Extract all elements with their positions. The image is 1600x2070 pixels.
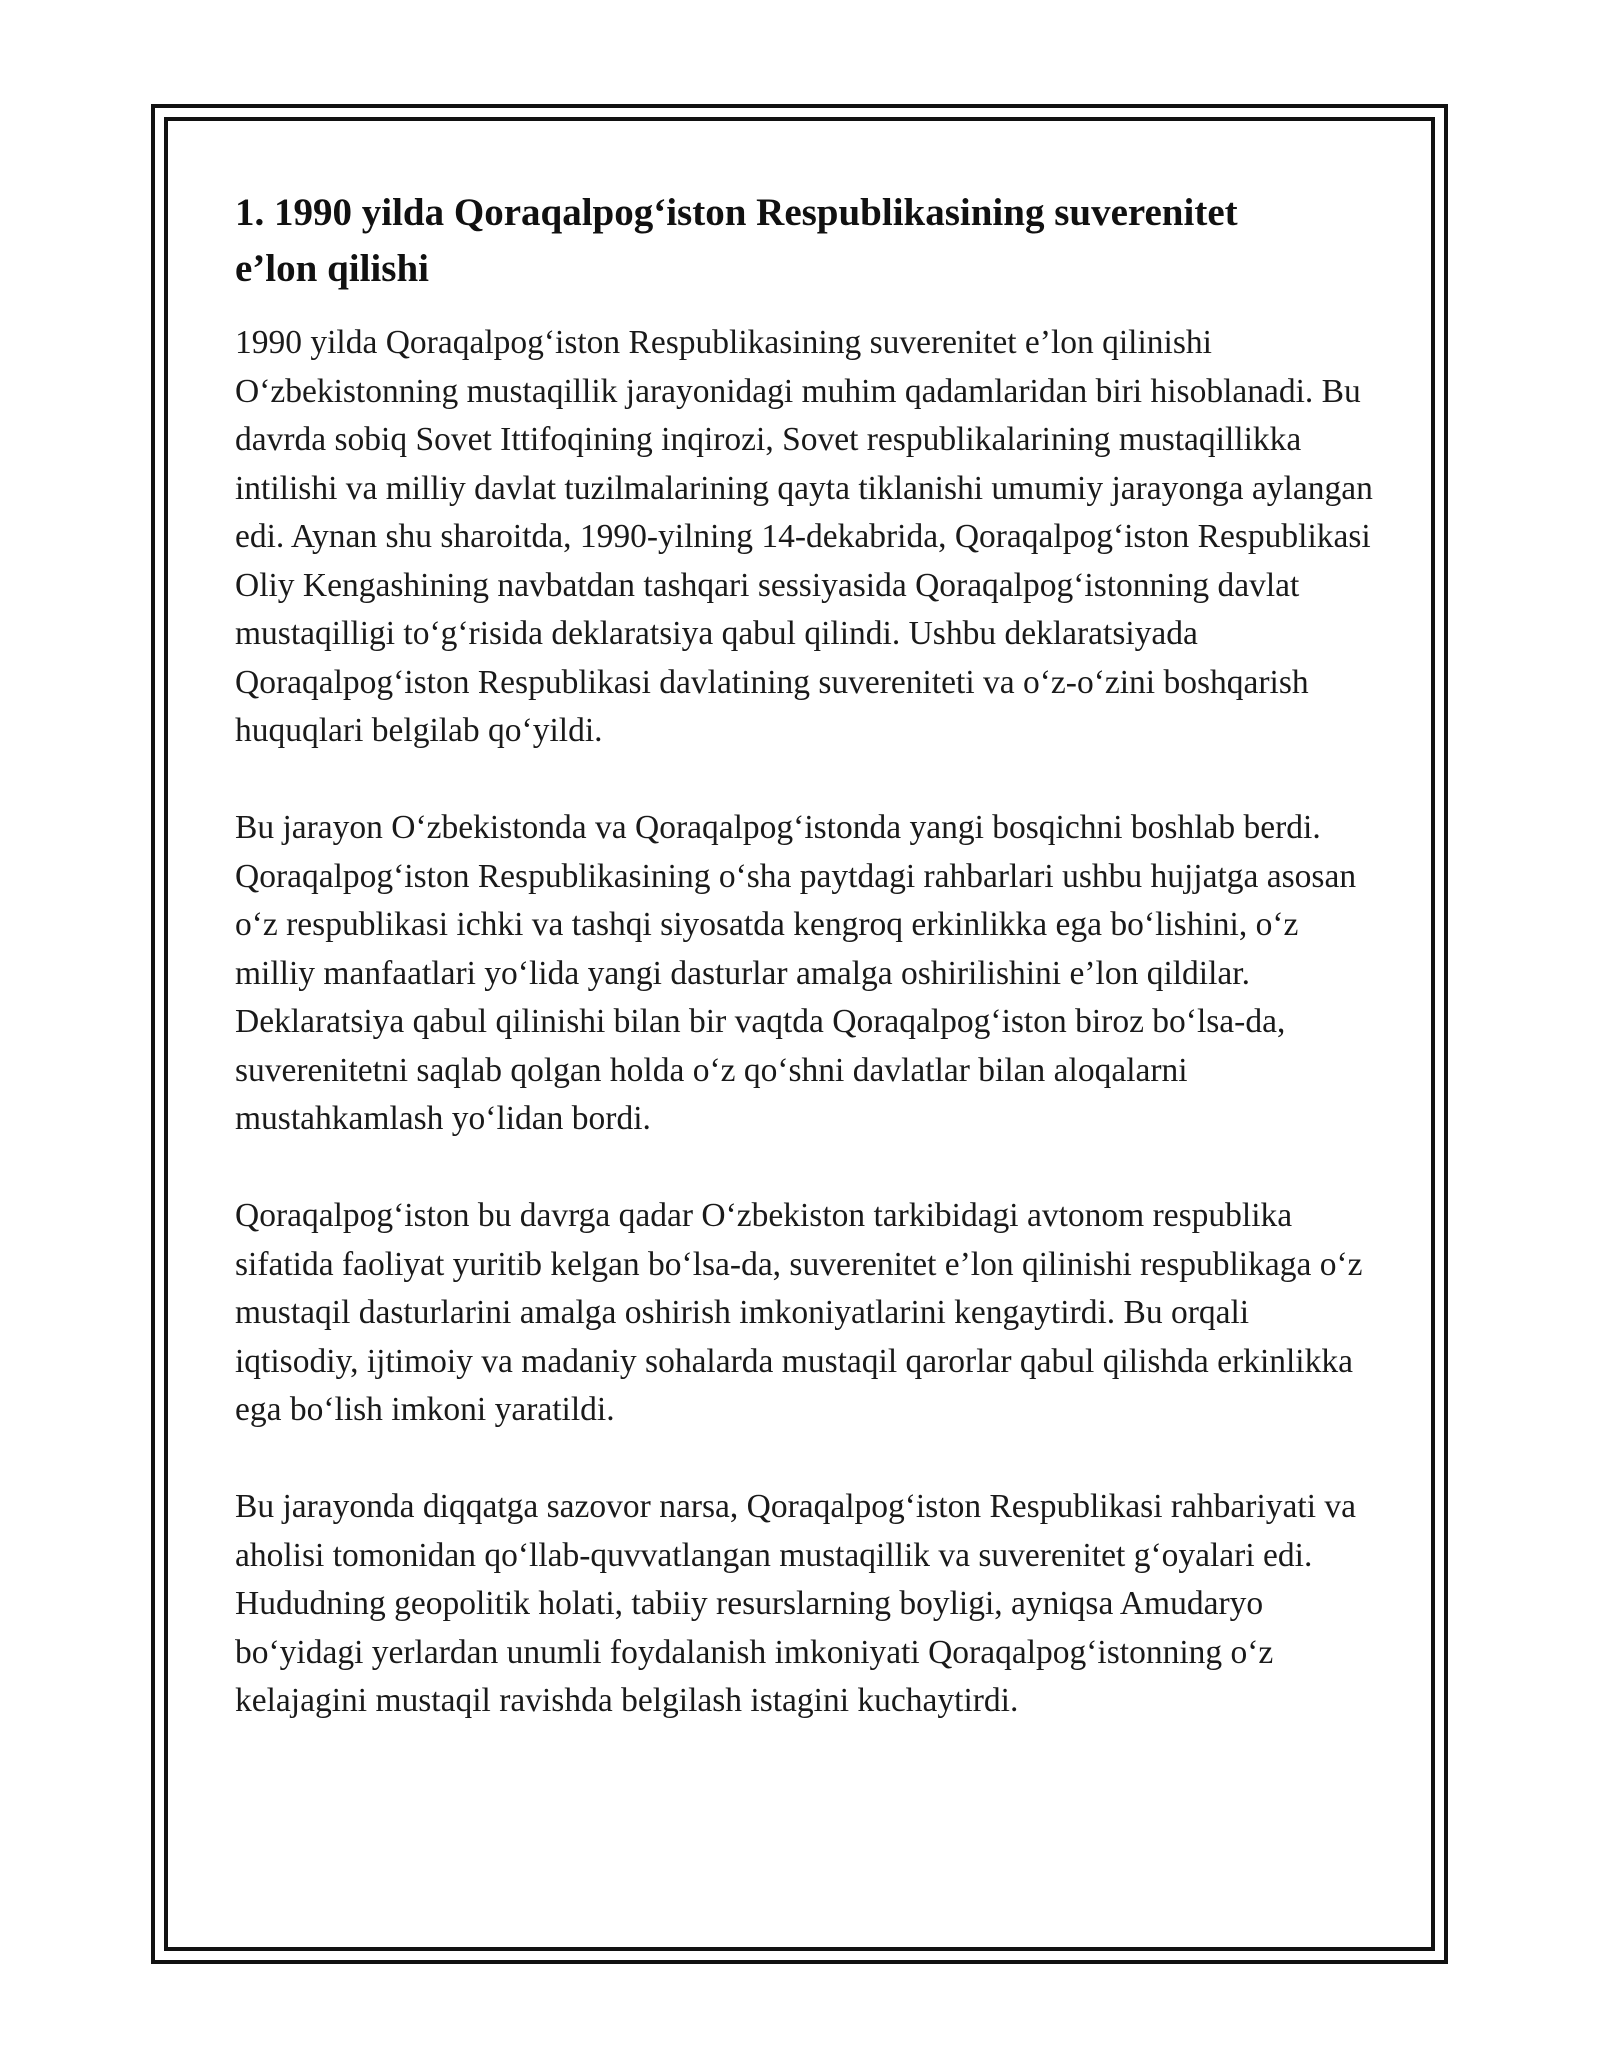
section-heading-line2: e’lon qilishi [235,247,429,290]
paragraph-2: Bu jarayon O‘zbekistonda va Qoraqalpog‘istonda yangi bosqichni boshlab berdi. Qoraqalpog‘iston Respublikasining o‘sha paytdagi rahbarlari ushbu hujjatga asosan o‘z respublikasi ichki va tashqi siyosatda kengroq erkinlikka ega bo‘lishini, o‘z milliy manfaatlari yo‘lida yangi dasturlar amalga oshirilishini e’lon qildilar. Deklaratsiya qabul qilinishi bilan bir vaqtda Qoraqalpog‘iston biroz bo‘lsa-da, suverenitetni saqlab qolgan holda o‘z qo‘shni davlatlar bilan aloqalarni mustahkamlash yo‘lidan bordi. [235,809,1357,1137]
section-heading-line1: 1. 1990 yilda Qoraqalpog‘iston Respublikasining suverenitet [235,191,1238,234]
paragraph-1: 1990 yilda Qoraqalpog‘iston Respublikasining suverenitet e’lon qilinishi O‘zbekistonning mustaqillik jarayonidagi muhim qadamlaridan biri hisoblanadi. Bu davrda sobiq Sovet Ittifoqining inqirozi, Sovet respublikalarining mustaqillikka intilishi va milliy davlat tuzilmalarining qayta tiklanishi umumiy jarayonga aylangan edi. Aynan shu sharoitda, 1990-yilning 14-dekabrida, Qoraqalpog‘iston Respublikasi Oliy Kengashining navbatdan tashqari sessiyasida Qoraqalpog‘istonning davlat mustaqilligi to‘g‘risida deklaratsiya qabul qilindi. Ushbu deklaratsiyada Qoraqalpog‘iston Respublikasi davlatining suvereniteti va o‘z-o‘zini boshqarish huquqlari belgilab qo‘yildi. [235,324,1373,749]
document-body [235,185,1375,1726]
section-heading [235,185,1375,297]
paragraph-4: Bu jarayonda diqqatga sazovor narsa, Qoraqalpog‘iston Respublikasi rahbariyati va aholisi tomonidan qo‘llab-quvvatlangan mustaqillik va suverenitet g‘oyalari edi. Hududning geopolitik holati, tabiiy resurslarning boyligi, ayniqsa Amudaryo bo‘yidagi yerlardan unumli foydalanish imkoniyati Qoraqalpog‘istonning o‘z kelajagini mustaqil ravishda belgilash istagini kuchaytirdi. [235,1488,1356,1719]
paragraph-3: Qoraqalpog‘iston bu davrga qadar O‘zbekiston tarkibidagi avtonom respublika sifatida faoliyat yuritib kelgan bo‘lsa-da, suverenitet e’lon qilinishi respublikaga o‘z mustaqil dasturlarini amalga oshirish imkoniyatlarini kengaytirdi. Bu orqali iqtisodiy, ijtimoiy va madaniy sohalarda mustaqil qarorlar qabul qilishda erkinlikka ega bo‘lish imkoni yaratildi. [235,1197,1363,1428]
